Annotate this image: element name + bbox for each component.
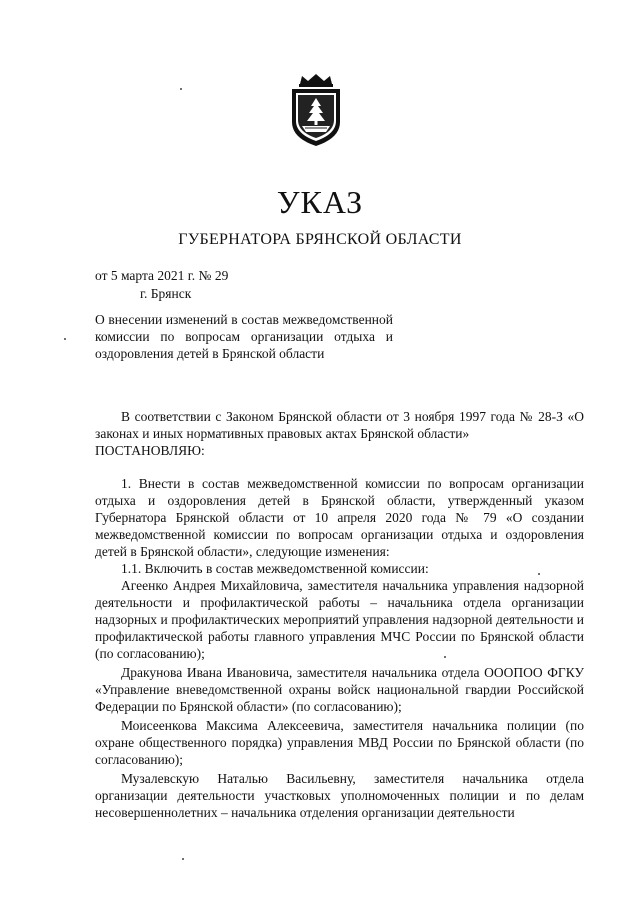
member-entry: Агеенко Андрея Михайловича, заместителя начальника управления надзорной деятельности и профилактической работы – начальника отдела организации надзорных и профилактических мероприятий управления надзорной деятельности и профилактической работы главного управления МЧС России по Брянской области (по согласованию); xyxy=(95,578,584,661)
decree-city: г. Брянск xyxy=(140,286,192,301)
scan-speck xyxy=(180,88,182,90)
decree-subject: О внесении изменений в состав межведомственной комиссии по вопросам организации отдыха и оздоровления детей в Брянской области xyxy=(95,312,393,361)
member-entry: Музалевскую Наталью Васильевну, заместителя начальника отдела организации деятельности участковых уполномоченных полиции и по делам несовершеннолетних – начальника отделения организации деятельности xyxy=(95,771,584,820)
member-entry: Моисеенкова Максима Алексеевича, заместителя начальника полиции (по охране общественного порядка) управления МВД России по Брянской области (по согласованию); xyxy=(95,718,584,767)
scan-speck xyxy=(64,338,66,340)
scan-speck xyxy=(538,573,540,575)
preamble: В соответствии с Законом Брянской области от 3 ноября 1997 года № 28-З «О законах и иных нормативных правовых актах Брянской области» xyxy=(95,409,584,441)
decree-title: УКАЗ xyxy=(276,184,364,220)
resolve-statement: ПОСТАНОВЛЯЮ: xyxy=(95,443,205,458)
scan-speck xyxy=(444,656,446,658)
decree-date-number: от 5 марта 2021 г. № 29 xyxy=(95,268,229,283)
scan-speck xyxy=(182,858,184,860)
item-1: 1. Внести в состав межведомственной комиссии по вопросам организации отдыха и оздоровления детей в Брянской области, утвержденный указом Губернатора Брянской области от 10 апреля 2020 года № 79 «О создании межведомственной комиссии по вопросам организации отдыха и оздоровления детей в Брянской области», следующие изменения: xyxy=(95,476,584,559)
decree-body xyxy=(95,408,584,821)
bryansk-coat-of-arms-icon xyxy=(288,74,344,148)
decree-issuer: ГУБЕРНАТОРА БРЯНСКОЙ ОБЛАСТИ xyxy=(178,231,462,248)
item-1-1: 1.1. Включить в состав межведомственной комиссии: xyxy=(121,561,429,576)
member-entry: Дракунова Ивана Ивановича, заместителя начальника отдела ОООПОО ФГКУ «Управление вневедомственной охраны войск национальной гвардии Российской Федерации по Брянской области» (по согласованию); xyxy=(95,665,584,714)
